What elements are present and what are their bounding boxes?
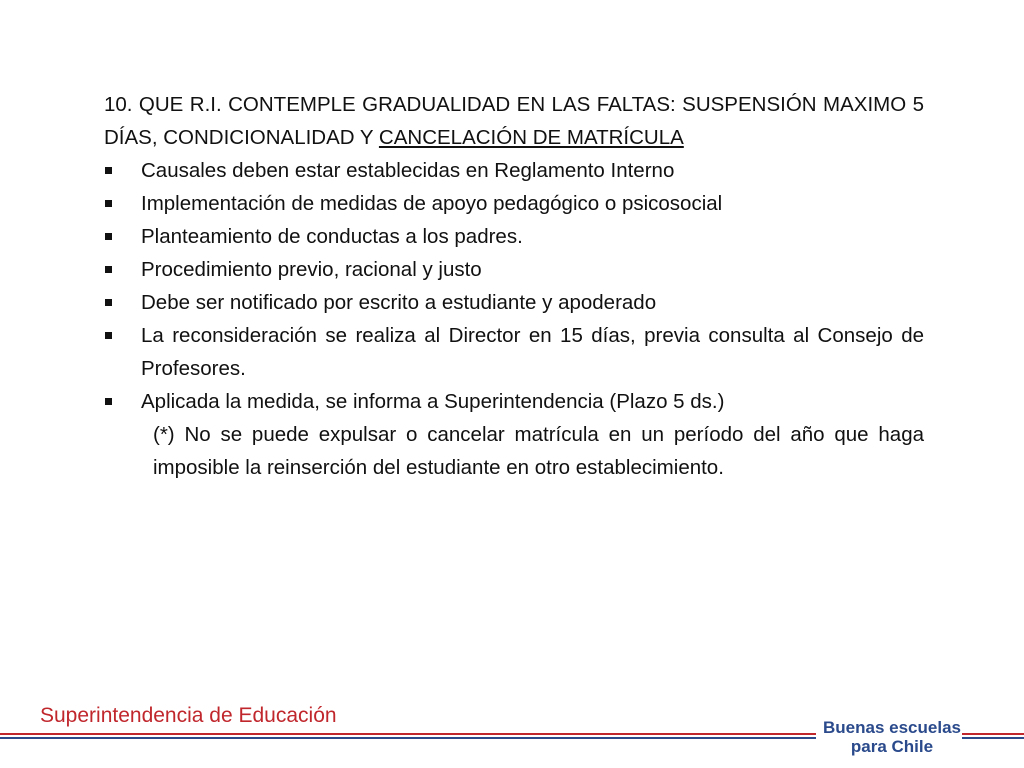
slide-heading: [104, 88, 924, 154]
bullet-text: Debe ser notificado por escrito a estudiante y apoderado: [141, 291, 657, 314]
brand-line-2: para Chile: [850, 737, 934, 756]
bullet-item: [104, 286, 924, 319]
square-bullet-icon: [105, 266, 112, 273]
bullet-text: Planteamiento de conductas a los padres.: [141, 225, 523, 248]
square-bullet-icon: [105, 233, 112, 240]
bullet-item: [104, 253, 924, 286]
bullet-text: Procedimiento previo, racional y justo: [141, 258, 482, 281]
heading-text: 10. QUE R.I. CONTEMPLE GRADUALIDAD EN LAS FALTAS: SUSPENSIÓN MAXIMO 5 DÍAS, CONDICIONALIDAD Y: [104, 93, 924, 149]
footer-rule-red-right: [962, 733, 1024, 735]
square-bullet-icon: [105, 332, 112, 339]
bullet-item: [104, 385, 924, 418]
bullet-item: [104, 187, 924, 220]
square-bullet-icon: [105, 299, 112, 306]
organization-name: Superintendencia de Educación: [40, 704, 337, 727]
square-bullet-icon: [105, 200, 112, 207]
heading-underlined-text: CANCELACIÓN DE MATRÍCULA: [378, 126, 684, 149]
bullet-item: [104, 154, 924, 187]
footer-rule-blue: [0, 737, 816, 739]
footer-rule-red: [0, 733, 816, 735]
bullet-text: Causales deben estar establecidas en Reglamento Interno: [141, 159, 675, 182]
brand-line-1: Buenas escuelas: [823, 718, 961, 737]
bullet-text: La reconsideración se realiza al Director en 15 días, previa consulta al Consejo de Profesores.: [141, 324, 924, 380]
brand-logo: [822, 718, 962, 756]
bullet-text: Implementación de medidas de apoyo pedagógico o psicosocial: [141, 192, 723, 215]
slide-content: [104, 88, 924, 484]
square-bullet-icon: [105, 167, 112, 174]
square-bullet-icon: [105, 398, 112, 405]
bullet-text: Aplicada la medida, se informa a Superintendencia (Plazo 5 ds.): [141, 390, 725, 413]
footer-rule-blue-right: [962, 737, 1024, 739]
bullet-list: [104, 154, 924, 418]
bullet-item: [104, 220, 924, 253]
footnote: (*) No se puede expulsar o cancelar matrícula en un período del año que haga imposible la reinserción del estudiante en otro establecimiento.: [153, 423, 924, 479]
bullet-item: [104, 319, 924, 385]
